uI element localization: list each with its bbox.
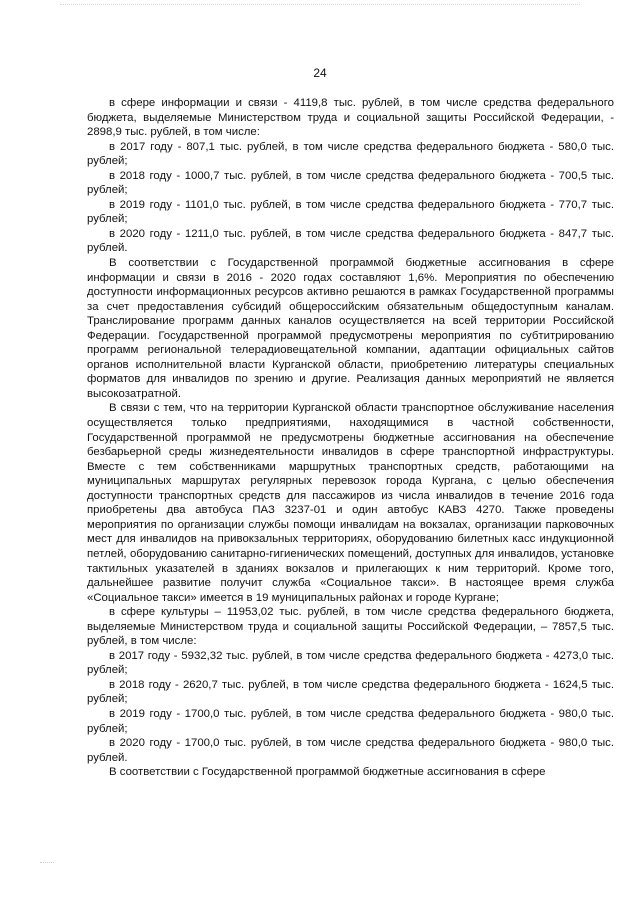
paragraph-culture-program: В соответствии с Государственной программой бюджетные ассигнования в сфере bbox=[109, 766, 546, 779]
paragraph-culture-budget: в сфере культуры – 11953,02 тыс. рублей, в том числе средства федерального бюджета, выделяемые Министерством труда и социальной защиты Российской Федерации, – 7857,5 тыс. рублей, в том числе: bbox=[87, 606, 614, 648]
paragraph-info-program: В соответствии с Государственной программой бюджетные ассигнования в сфере информации и связи в 2016 - 2020 годах составляют 1,6%. Мероприятия по обеспечению доступности информационных ресурсов активно решаются в рамках Государственной программы за счет предоставления субсидий общероссийским обязательным общедоступным каналам. Транслирование программ данных каналов осуществляется на всей территории Российской Федерации. Государственной программой предусмотрены мероприятия по субтитрированию программ региональной телерадиовещательной компании, адаптации официальных сайтов органов исполнительной власти Курганской области, приобретению литературы специальных форматов для инвалидов по зрению и другие. Реализация данных мероприятий не является высокозатратной. bbox=[87, 257, 614, 400]
paragraph-info-2020: в 2020 году - 1211,0 тыс. рублей, в том числе средства федерального бюджета - 847,7 тыс. рублей. bbox=[87, 227, 614, 255]
paragraph-transport: В связи с тем, что на территории Курганской области транспортное обслуживание населения осуществляется только предприятиями, находящимися в частной собственности, Государственной программой не предусмотрены бюджетные ассигнования на обеспечение безбарьерной среды жизнедеятельности инвалидов в сфере транспортной инфраструктуры. Вместе с тем собственниками маршрутных транспортных средств, работающими на муниципальных маршрутах регулярных перевозок города Кургана, с целью обеспечения доступности транспортных средств для пассажиров из числа инвалидов в течение 2016 года приобретены два автобуса ПАЗ 3237-01 и один автобус КАВЗ 4270. Также проведены мероприятия по организации службы помощи инвалидам на вокзалах, организации парковочных мест для инвалидов на привокзальных территориях, оборудованию билетных касс индукционной петлей, оборудованию санитарно-гигиенических помещений, доступных для инвалидов, установке тактильных указателей в зданиях вокзалов и прилегающих к ним территорий. Кроме того, дальнейшее развитие получит служба «Социальное такси». В настоящее время служба «Социальное такси» имеется в 19 муниципальных районах и городе Кургане; bbox=[87, 402, 614, 604]
paragraph-information-budget: в сфере информации и связи - 4119,8 тыс. рублей, в том числе средства федерального бюджета, выделяемые Министерством труда и социальной защиты Российской Федерации, - 2898,9 тыс. рублей, в том числе: bbox=[87, 97, 614, 139]
page-number: 24 bbox=[313, 66, 327, 80]
paragraph-info-2018: в 2018 году - 1000,7 тыс. рублей, в том числе средства федерального бюджета - 700,5 тыс. рублей; bbox=[87, 169, 614, 197]
paragraph-culture-2018: в 2018 году - 2620,7 тыс. рублей, в том числе средства федерального бюджета - 1624,5 тыс. рублей; bbox=[87, 678, 614, 706]
paragraph-culture-2020: в 2020 году - 1700,0 тыс. рублей, в том числе средства федерального бюджета - 980,0 тыс. рублей. bbox=[87, 737, 614, 764]
paragraph-culture-2017: в 2017 году - 5932,32 тыс. рублей, в том числе средства федерального бюджета - 4273,0 тыс. рублей; bbox=[87, 649, 614, 677]
document-body bbox=[87, 96, 614, 780]
scan-artifact-corner bbox=[40, 862, 54, 865]
scan-artifact-top bbox=[60, 4, 580, 7]
paragraph-info-2017: в 2017 году - 807,1 тыс. рублей, в том числе средства федерального бюджета - 580,0 тыс. рублей; bbox=[87, 140, 614, 168]
paragraph-culture-2019: в 2019 году - 1700,0 тыс. рублей, в том числе средства федерального бюджета - 980,0 тыс. рублей; bbox=[87, 707, 614, 735]
paragraph-info-2019: в 2019 году - 1101,0 тыс. рублей, в том числе средства федерального бюджета - 770,7 тыс. рублей; bbox=[87, 198, 614, 226]
